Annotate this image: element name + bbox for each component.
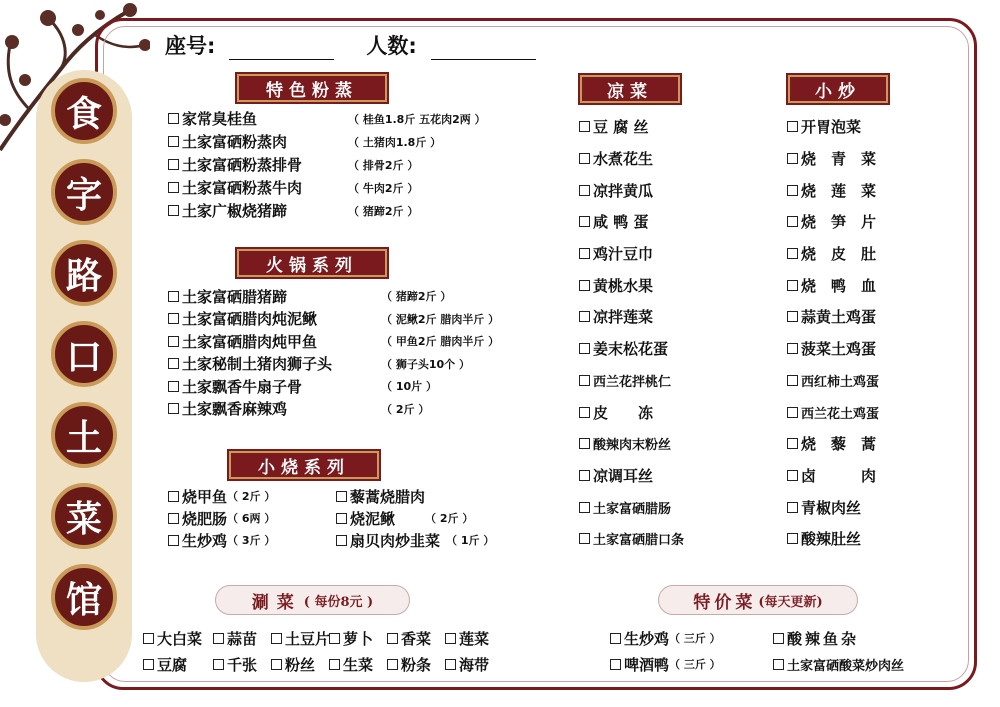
checkbox[interactable] — [579, 533, 590, 544]
dish-note: （ 狮子头10个 ） — [381, 357, 470, 371]
checkbox[interactable] — [787, 153, 798, 164]
menu-item[interactable] — [579, 333, 729, 365]
checkbox[interactable] — [387, 659, 398, 670]
menu-item[interactable] — [336, 485, 494, 507]
checkbox[interactable] — [787, 375, 798, 386]
menu-item[interactable] — [579, 238, 729, 270]
menu-item[interactable] — [168, 308, 498, 331]
checkbox[interactable] — [168, 159, 179, 170]
checkbox[interactable] — [143, 633, 154, 644]
cold-dish-section-title: 凉菜 — [580, 75, 680, 103]
checkbox[interactable] — [579, 280, 590, 291]
checkbox[interactable] — [336, 491, 347, 502]
dish-name: 烧 藜 蒿 — [801, 435, 877, 454]
dish-name: 蒜黄土鸡蛋 — [801, 308, 877, 327]
menu-item[interactable] — [579, 206, 729, 238]
name-char: 口 — [51, 321, 117, 387]
checkbox[interactable] — [579, 311, 590, 322]
checkbox[interactable] — [271, 659, 282, 670]
dish-name: 千张 — [227, 655, 258, 674]
checkbox[interactable] — [579, 343, 590, 354]
special-price-subtitle: (每天更新) — [758, 594, 823, 610]
menu-item[interactable] — [329, 628, 387, 649]
menu-item[interactable] — [579, 428, 729, 460]
special-price-section-title — [658, 585, 858, 615]
dish-note: （ 1斤 ） — [446, 534, 495, 547]
checkbox[interactable] — [168, 136, 179, 147]
small-braise-right-list — [336, 485, 494, 551]
dish-name: 生炒鸡 — [624, 629, 670, 648]
dish-name: 鸡汁豆巾 — [593, 245, 654, 264]
checkbox[interactable] — [168, 291, 179, 302]
dish-name: 黄桃水果 — [593, 276, 654, 295]
dish-name: 烧 皮 肚 — [801, 245, 877, 264]
menu-item[interactable] — [787, 333, 937, 365]
checkbox[interactable] — [787, 121, 798, 132]
dish-note: （ 排骨2斤 ） — [348, 158, 419, 172]
checkbox[interactable] — [579, 438, 590, 449]
dish-note: （ 三斤 ） — [669, 632, 721, 645]
checkbox[interactable] — [387, 633, 398, 644]
checkbox[interactable] — [213, 659, 224, 670]
menu-item[interactable] — [579, 301, 729, 333]
special-price-title: 特价菜 — [693, 592, 757, 613]
checkbox[interactable] — [787, 533, 798, 544]
dish-name: 土家富硒腊肉炖甲鱼 — [182, 332, 318, 351]
checkbox[interactable] — [579, 502, 590, 513]
dish-note: （ 猪蹄2斤 ） — [348, 204, 419, 218]
dish-name: 皮 冻 — [593, 403, 654, 422]
dish-name: 西兰花土鸡蛋 — [801, 406, 880, 422]
checkbox[interactable] — [579, 121, 590, 132]
dish-name: 烧 笋 片 — [801, 213, 877, 232]
checkbox[interactable] — [168, 313, 179, 324]
menu-item[interactable] — [168, 398, 498, 421]
dish-name: 凉拌莲菜 — [593, 308, 654, 327]
menu-item[interactable] — [143, 628, 213, 649]
checkbox[interactable] — [579, 248, 590, 259]
dish-note: （ 甲鱼2斤 腊肉半斤 ） — [381, 335, 500, 349]
dish-name: 土家富硒粉蒸排骨 — [182, 156, 303, 174]
checkbox[interactable] — [336, 513, 347, 524]
dish-name: 土家富硒腊口条 — [593, 533, 685, 549]
specialty-list — [168, 107, 488, 222]
dish-name: 水煮花生 — [593, 150, 654, 169]
menu-item[interactable] — [336, 507, 494, 529]
checkbox[interactable] — [787, 248, 798, 259]
dish-name: 土家广椒烧猪蹄 — [182, 202, 288, 220]
checkbox[interactable] — [213, 633, 224, 644]
menu-item[interactable] — [168, 507, 275, 529]
checkbox[interactable] — [579, 153, 590, 164]
menu-item[interactable] — [787, 143, 937, 175]
checkbox[interactable] — [168, 535, 179, 546]
dish-name: 青椒肉丝 — [801, 498, 862, 517]
dish-note: （ 2斤 ） — [425, 512, 474, 525]
menu-item[interactable] — [168, 199, 488, 222]
checkbox[interactable] — [168, 113, 179, 124]
name-char: 食 — [51, 78, 117, 144]
menu-item[interactable] — [213, 628, 271, 649]
dish-name: 粉条 — [401, 655, 432, 674]
checkbox[interactable] — [787, 470, 798, 481]
seat-label: 座号: — [165, 34, 216, 58]
checkbox[interactable] — [168, 205, 179, 216]
dish-name: 土家秘制土猪肉狮子头 — [182, 355, 333, 374]
menu-item[interactable] — [213, 654, 271, 675]
menu-item[interactable] — [168, 529, 275, 551]
dish-note: （ 猪蹄2斤 ） — [381, 290, 452, 304]
menu-item[interactable] — [387, 654, 445, 675]
dish-name: 西兰花拌桃仁 — [593, 374, 672, 390]
menu-item[interactable] — [787, 460, 937, 492]
checkbox[interactable] — [773, 659, 784, 670]
restaurant-name — [60, 78, 108, 645]
dish-name: 烧 鸭 血 — [801, 276, 877, 295]
dish-note: （ 牛肉2斤 ） — [348, 181, 419, 195]
stirfry-section-title: 小炒 — [788, 75, 888, 103]
name-char: 馆 — [51, 564, 117, 630]
dish-name: 萝卜 — [343, 629, 374, 648]
menu-item[interactable] — [610, 625, 721, 651]
menu-item[interactable] — [787, 523, 937, 555]
menu-item[interactable] — [271, 654, 329, 675]
menu-item[interactable] — [168, 353, 498, 376]
hotpot-list — [168, 285, 498, 420]
name-char: 字 — [51, 159, 117, 225]
checkbox[interactable] — [787, 280, 798, 291]
checkbox[interactable] — [773, 633, 784, 644]
dish-note: （ 桂鱼1.8斤 五花肉2两 ） — [348, 112, 486, 126]
dish-name: 烧 青 菜 — [801, 150, 877, 169]
dish-name: 酸辣肉末粉丝 — [593, 438, 672, 454]
checkbox[interactable] — [168, 491, 179, 502]
dish-name: 土家富硒酸菜炒肉丝 — [787, 658, 905, 674]
dish-name: 烧 莲 菜 — [801, 181, 877, 200]
dish-name: 土家富硒腊肠 — [593, 501, 672, 517]
dish-name: 粉丝 — [285, 655, 316, 674]
dish-name: 香菜 — [401, 629, 432, 648]
dish-note: （ 泥鳅2斤 腊肉半斤 ） — [381, 312, 500, 326]
stirfry-list — [787, 111, 937, 555]
checkbox[interactable] — [168, 336, 179, 347]
menu-item[interactable] — [787, 428, 937, 460]
menu-item[interactable] — [787, 491, 937, 523]
dish-name: 藜蒿烧腊肉 — [350, 487, 426, 506]
dish-name: 土家富硒粉蒸肉 — [182, 133, 288, 151]
checkbox[interactable] — [579, 375, 590, 386]
dish-name: 凉调耳丝 — [593, 466, 654, 485]
dish-name: 啤酒鸭 — [624, 655, 670, 674]
menu-item[interactable] — [336, 529, 494, 551]
small-braise-left-list — [168, 485, 275, 551]
checkbox[interactable] — [579, 216, 590, 227]
dish-name: 烧甲鱼 — [182, 487, 228, 506]
dish-name: 酸辣鱼杂 — [787, 629, 860, 648]
menu-item[interactable] — [579, 460, 729, 492]
menu-item[interactable] — [143, 654, 213, 675]
hotpot-section-title: 火锅系列 — [237, 249, 387, 277]
menu-item[interactable] — [168, 485, 275, 507]
shabu-row — [143, 651, 503, 677]
dish-name: 海带 — [459, 655, 490, 674]
menu-item[interactable] — [168, 153, 488, 176]
checkbox[interactable] — [787, 502, 798, 513]
menu-item[interactable] — [579, 523, 729, 555]
checkbox[interactable] — [610, 659, 621, 670]
checkbox[interactable] — [787, 216, 798, 227]
dish-name: 土豆片 — [285, 629, 331, 648]
menu-item[interactable] — [579, 111, 729, 143]
dish-name: 土家飘香牛扇子骨 — [182, 377, 303, 396]
dish-name: 豆 腐 丝 — [593, 118, 649, 137]
dish-name: 咸 鸭 蛋 — [593, 213, 649, 232]
dish-name: 生炒鸡 — [182, 531, 228, 550]
checkbox[interactable] — [445, 633, 456, 644]
checkbox[interactable] — [168, 182, 179, 193]
dish-name: 土家飘香麻辣鸡 — [182, 400, 288, 419]
menu-item[interactable] — [271, 628, 329, 649]
checkbox[interactable] — [787, 311, 798, 322]
cold-dish-list — [579, 111, 729, 555]
dish-note: （ 6两 ） — [227, 512, 276, 525]
dish-name: 菠菜土鸡蛋 — [801, 340, 877, 359]
menu-item[interactable] — [787, 396, 937, 428]
checkbox[interactable] — [579, 185, 590, 196]
name-char: 菜 — [51, 483, 117, 549]
checkbox[interactable] — [329, 633, 340, 644]
dish-name: 姜末松花蛋 — [593, 340, 669, 359]
name-char: 土 — [51, 402, 117, 468]
menu-item[interactable] — [787, 111, 937, 143]
people-label: 人数: — [366, 34, 417, 58]
name-char: 路 — [51, 240, 117, 306]
dish-name: 大白菜 — [157, 629, 203, 648]
dish-name: 豆腐 — [157, 655, 188, 674]
menu-item[interactable] — [168, 107, 488, 130]
checkbox[interactable] — [787, 407, 798, 418]
menu-item[interactable] — [579, 491, 729, 523]
dish-name: 土家富硒粉蒸牛肉 — [182, 179, 303, 197]
dish-name: 蒜苗 — [227, 629, 258, 648]
menu-item[interactable] — [773, 651, 904, 677]
menu-item[interactable] — [387, 628, 445, 649]
menu-item[interactable] — [445, 628, 503, 649]
small-braise-section-title: 小烧系列 — [229, 451, 379, 479]
checkbox[interactable] — [168, 513, 179, 524]
checkbox[interactable] — [271, 633, 282, 644]
menu-item[interactable] — [787, 174, 937, 206]
dish-name: 莲菜 — [459, 629, 490, 648]
dish-name: 西红柿土鸡蛋 — [801, 374, 880, 390]
menu-item[interactable] — [787, 365, 937, 397]
menu-item[interactable] — [579, 269, 729, 301]
menu-item[interactable] — [773, 625, 904, 651]
dish-name: 烧泥鳅 — [350, 509, 396, 528]
dish-name: 土家富硒腊肉炖泥鳅 — [182, 310, 318, 329]
menu-item[interactable] — [168, 285, 498, 308]
seat-number-field[interactable] — [229, 37, 334, 60]
checkbox[interactable] — [168, 358, 179, 369]
checkbox[interactable] — [787, 185, 798, 196]
special-price-right-list — [773, 625, 904, 677]
menu-item[interactable] — [610, 651, 721, 677]
shabu-subtitle: ( 每份8元 ) — [303, 594, 374, 610]
menu-item[interactable] — [445, 654, 503, 675]
dish-name: 土家富硒腊猪蹄 — [182, 287, 288, 306]
menu-item[interactable] — [168, 130, 488, 153]
shabu-row — [143, 625, 503, 651]
dish-note: （ 2斤 ） — [381, 402, 430, 416]
checkbox[interactable] — [787, 438, 798, 449]
specialty-section-title: 特色粉蒸 — [237, 74, 387, 102]
checkbox[interactable] — [143, 659, 154, 670]
menu-item[interactable] — [579, 396, 729, 428]
menu-item[interactable] — [579, 143, 729, 175]
checkbox[interactable] — [168, 403, 179, 414]
dish-note: （ 10片 ） — [381, 380, 437, 394]
dish-name: 开胃泡菜 — [801, 118, 862, 137]
menu-item[interactable] — [787, 206, 937, 238]
dish-name: 卤 肉 — [801, 466, 877, 485]
dish-name: 凉拌黄瓜 — [593, 181, 654, 200]
menu-item[interactable] — [579, 174, 729, 206]
dish-name: 烧肥肠 — [182, 509, 228, 528]
dish-name: 扇贝肉炒韭菜 — [350, 531, 441, 550]
checkbox[interactable] — [787, 343, 798, 354]
checkbox[interactable] — [168, 381, 179, 392]
checkbox[interactable] — [579, 470, 590, 481]
shabu-section-title — [215, 585, 410, 615]
shabu-list — [143, 625, 503, 677]
people-count-field[interactable] — [431, 37, 536, 60]
dish-name: 家常臭桂鱼 — [182, 110, 258, 128]
order-header — [165, 30, 554, 60]
menu-item[interactable] — [579, 365, 729, 397]
menu-item[interactable] — [168, 330, 498, 353]
checkbox[interactable] — [336, 535, 347, 546]
menu-item[interactable] — [787, 238, 937, 270]
dish-note: （ 土猪肉1.8斤 ） — [348, 135, 442, 149]
menu-item[interactable] — [787, 269, 937, 301]
special-price-left-list — [610, 625, 721, 677]
menu-item[interactable] — [168, 375, 498, 398]
checkbox[interactable] — [610, 633, 621, 644]
menu-item[interactable] — [329, 654, 387, 675]
shabu-title: 涮菜 — [251, 592, 302, 613]
dish-note: （ 三斤 ） — [669, 658, 721, 671]
dish-note: （ 2斤 ） — [227, 490, 276, 503]
dish-name: 生菜 — [343, 655, 374, 674]
dish-name: 酸辣肚丝 — [801, 530, 862, 549]
menu-item[interactable] — [168, 176, 488, 199]
checkbox[interactable] — [579, 407, 590, 418]
menu-item[interactable] — [787, 301, 937, 333]
checkbox[interactable] — [329, 659, 340, 670]
checkbox[interactable] — [445, 659, 456, 670]
dish-note: （ 3斤 ） — [227, 534, 276, 547]
